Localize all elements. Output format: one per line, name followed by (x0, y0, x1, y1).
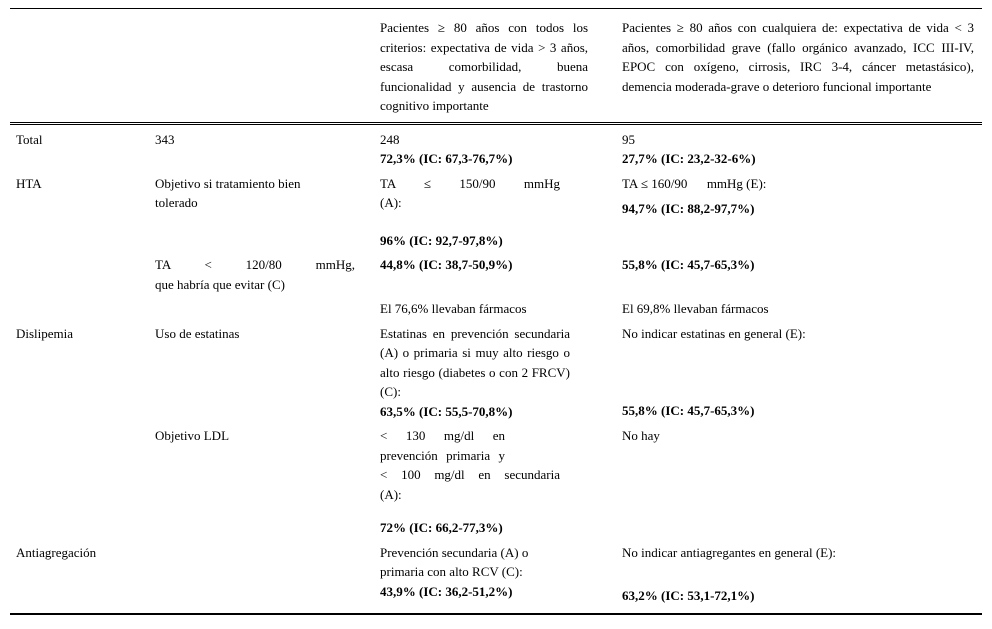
row-label-cell (10, 538, 155, 614)
header-text-any-criteria: Pacientes ≥ 80 años con cualquiera de: expectativa de vida < 3 años, comorbilidad grave (fallo orgánico avanzado, ICC III-IV, EPOC con oxígeno, cirrosis, IRC 3-4, cáncer metastásico), demencia moderada-grave o deterioro funcional importante (622, 20, 974, 94)
group1-cell (380, 250, 622, 294)
criterion-cell (155, 250, 380, 294)
header-text-all-criteria: Pacientes ≥ 80 años con todos los criterios: expectativa de vida > 3 años, escasa comorbilidad, buena funcionalidad y ausencia de trastorno cognitivo importante (380, 20, 588, 113)
criterion-cell (155, 169, 380, 251)
group1-cell (380, 421, 622, 538)
group2-cell (622, 538, 982, 614)
indication-text: No indicar estatinas en general (E): (622, 325, 806, 341)
group1-cell (380, 538, 622, 614)
table-row-antiagregacion (10, 538, 982, 614)
group1-pct: 63,5% (IC: 55,5-70,8%) (380, 403, 513, 419)
table-row-total (10, 123, 982, 169)
header-empty-cell (155, 9, 380, 124)
criterion-cell (155, 538, 380, 614)
group2-pct: 55,8% (IC: 45,7-65,3%) (622, 257, 755, 272)
criterion-cell (155, 294, 380, 319)
header-empty-cell (10, 9, 155, 124)
indication-text: Estatinas en prevención secundaria (A) o primaria si muy alto riesgo o alto riesgo (diabetes o con 2 FRCV) (C): (380, 325, 570, 399)
row-label: HTA (16, 175, 42, 191)
table-row-hta-farmacos (10, 294, 982, 319)
group1-cell (380, 294, 622, 319)
group2-note: El 69,8% llevaban fármacos (622, 301, 769, 316)
table-header (10, 9, 982, 124)
target-line: TA ≤ 160/90 mmHg (E): (622, 175, 767, 191)
group1-pct: 43,9% (IC: 36,2-51,2%) (380, 583, 513, 599)
header-cell-all-criteria (380, 9, 622, 124)
criterion-cell (155, 319, 380, 422)
group2-cell (622, 123, 982, 169)
target-line: TA ≤ 150/90 mmHg (380, 175, 560, 191)
row-label: Antiagregación (16, 544, 97, 560)
group1-note: El 76,6% llevaban fármacos (380, 301, 527, 316)
table-row-hta-objetivo (10, 169, 982, 251)
group2-pct: 94,7% (IC: 88,2-97,7%) (622, 201, 755, 216)
criterion-text: Uso de estatinas (155, 325, 240, 341)
total-n: 343 (155, 131, 175, 147)
group2-cell (622, 421, 982, 538)
group1-pct: 72,3% (IC: 67,3-76,7%) (380, 151, 513, 166)
group1-cell (380, 319, 622, 422)
group1-pct: 44,8% (IC: 38,7-50,9%) (380, 257, 513, 272)
group2-cell (622, 319, 982, 422)
row-label-cell (10, 319, 155, 422)
criterion-cell (155, 421, 380, 538)
row-label-cell (10, 250, 155, 294)
table-row-dislipemia-ldl (10, 421, 982, 538)
group1-pct: 72% (IC: 66,2-77,3%) (380, 520, 503, 535)
criterion-text: Objetivo si tratamiento bien tolerado (155, 175, 301, 210)
row-label-cell (10, 294, 155, 319)
group1-pct: 96% (IC: 92,7-97,8%) (380, 232, 503, 248)
target-line: prevención primaria y (380, 447, 505, 463)
row-label: Dislipemia (16, 325, 74, 341)
group1-cell (380, 123, 622, 169)
group2-n: 95 (622, 131, 635, 147)
table-body (10, 123, 982, 614)
row-label-cell (10, 169, 155, 251)
target-line: (A): (380, 195, 402, 210)
criterion-text: Objetivo LDL (155, 428, 230, 443)
target-line: (A): (380, 486, 402, 502)
indication-text: No hay (622, 428, 660, 443)
target-line: < 100 mg/dl en secundaria (380, 467, 560, 482)
group1-n: 248 (380, 131, 400, 147)
clinical-criteria-table (10, 8, 982, 615)
row-label: Total (16, 131, 43, 147)
table-row-dislipemia-estatinas (10, 319, 982, 422)
group2-cell (622, 250, 982, 294)
criterion-text: TA < 120/80 mmHg, (155, 257, 355, 272)
row-label-cell (10, 123, 155, 169)
table-row-hta-evitar (10, 250, 982, 294)
total-n-cell (155, 123, 380, 169)
criterion-text: que habría que evitar (C) (155, 276, 285, 292)
header-cell-any-criteria (622, 9, 982, 124)
group2-cell (622, 294, 982, 319)
group2-pct: 27,7% (IC: 23,2-32-6%) (622, 151, 756, 166)
group2-cell (622, 169, 982, 251)
group1-cell (380, 169, 622, 251)
indication-text: No indicar antiagregantes en general (E): (622, 544, 837, 560)
group2-pct: 63,2% (IC: 53,1-72,1%) (622, 588, 755, 603)
indication-text: Prevención secundaria (A) o primaria con alto RCV (C): (380, 544, 529, 579)
target-line: < 130 mg/dl en (380, 428, 505, 443)
header-row (10, 9, 982, 124)
row-label-cell (10, 421, 155, 538)
group2-pct: 55,8% (IC: 45,7-65,3%) (622, 403, 755, 418)
